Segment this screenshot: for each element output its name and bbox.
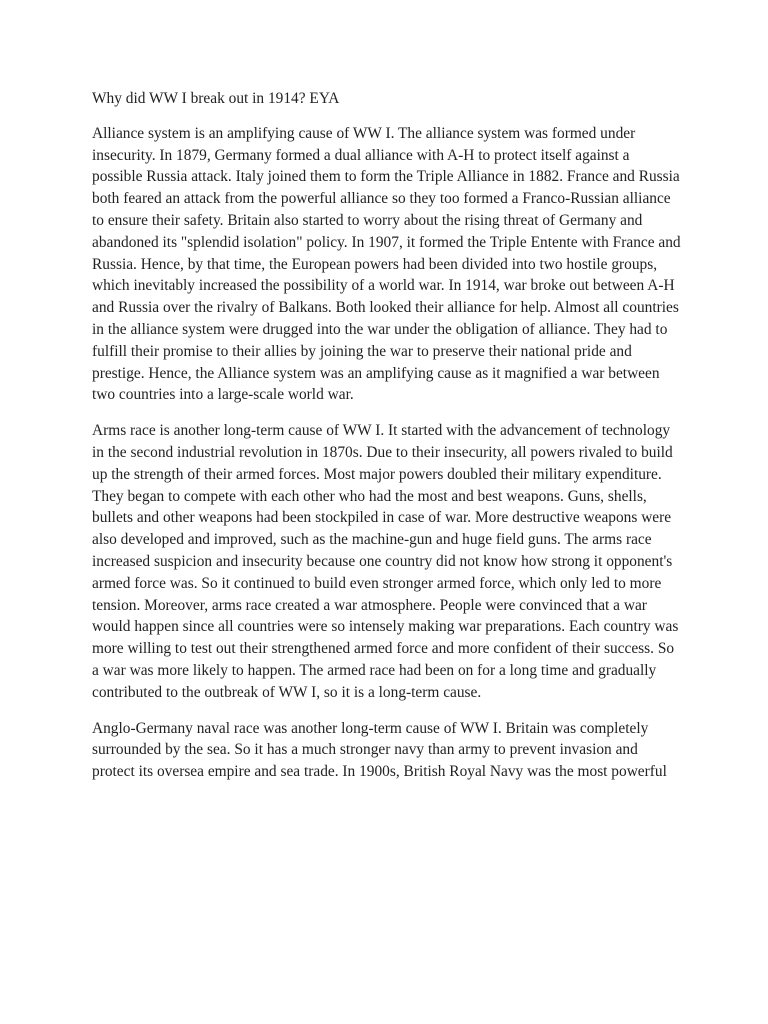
document-title: Why did WW I break out in 1914? EYA: [92, 90, 340, 107]
paragraph-arms-race: Arms race is another long-term cause of WW I. It started with the advancement of technology in the second industrial revolution in 1870s. Due to their insecurity, all powers rivaled to build up the strength of their armed forces. Most major powers doubled their military expenditure. They began to compete with each other who had the most and best weapons. Guns, shells, bullets and other weapons had been stockpiled in case of war. More destructive weapons were also developed and improved, such as the machine-gun and huge field guns. The arms race increased suspicion and insecurity because one country did not know how strong it opponent's armed force was. So it continued to build even stronger armed force, which only led to more tension. Moreover, arms race created a war atmosphere. People were convinced that a war would happen since all countries were so intensely making war preparations. Each country was more willing to test out their strengthened armed force and more confident of their success. So a war was more likely to happen. The armed race had been on for a long time and gradually contributed to the outbreak of WW I, so it is a long-term cause.: [92, 422, 679, 701]
document-body: [92, 88, 682, 797]
paragraph-alliance-system: Alliance system is an amplifying cause of WW I. The alliance system was formed under insecurity. In 1879, Germany formed a dual alliance with A-H to protect itself against a possible Russia attack. Italy joined them to form the Triple Alliance in 1882. France and Russia both feared an attack from the powerful alliance so they too formed a Franco-Russian alliance to ensure their safety. Britain also started to worry about the rising threat of Germany and abandoned its "splendid isolation" policy. In 1907, it formed the Triple Entente with France and Russia. Hence, by that time, the European powers had been divided into two hostile groups, which inevitably increased the possibility of a world war. In 1914, war broke out between A-H and Russia over the rivalry of Balkans. Both looked their alliance for help. Almost all countries in the alliance system were drugged into the war under the obligation of alliance. They had to fulfill their promise to their allies by joining the war to preserve their national pride and prestige. Hence, the Alliance system was an amplifying cause as it magnified a war between two countries into a large-scale world war.: [92, 124, 681, 404]
paragraph-naval-race: Anglo-Germany naval race was another long-term cause of WW I. Britain was completely surrounded by the sea. So it has a much stronger navy than army to prevent invasion and protect its oversea empire and sea trade. In 1900s, British Royal Navy was the most powerful: [92, 719, 667, 781]
